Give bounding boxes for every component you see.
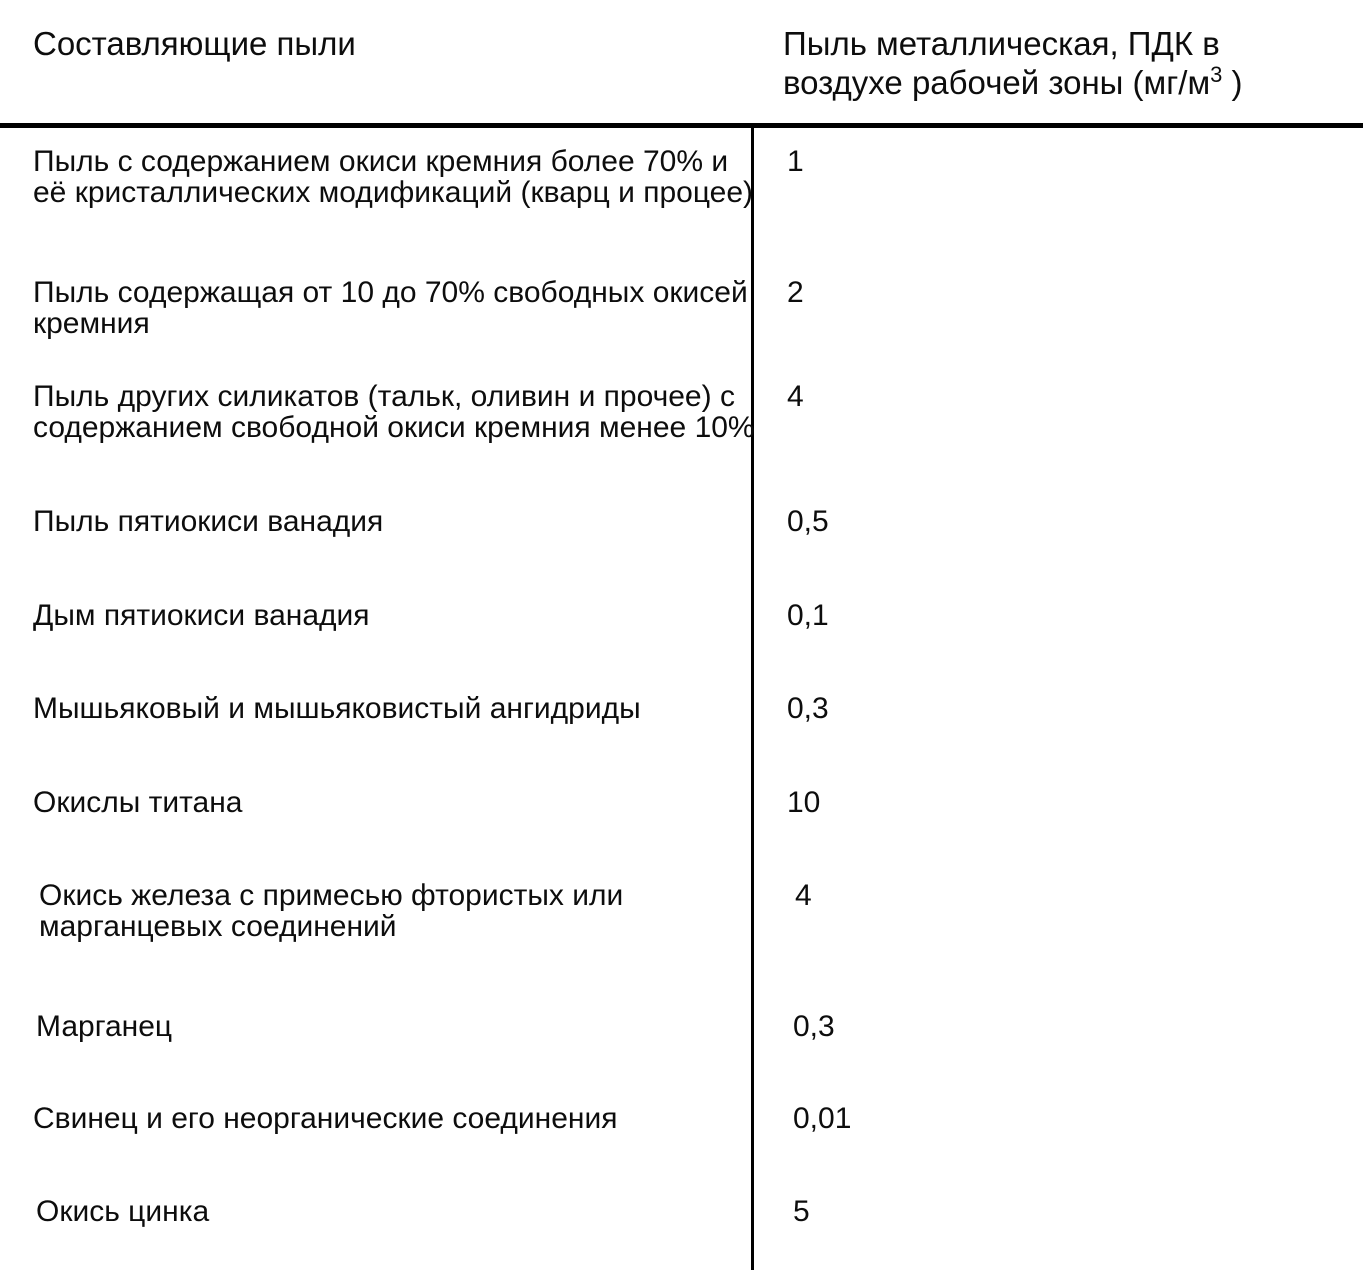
table-row xyxy=(0,600,1363,631)
component-cell: Пыль с содержанием окиси кремния более 70% и её кристаллических модификаций (кварц и процее) xyxy=(33,145,754,209)
component-cell: Окислы титана xyxy=(33,786,243,819)
table-row xyxy=(0,693,1363,724)
component-cell: Окись цинка xyxy=(36,1195,210,1228)
table-row xyxy=(0,146,1363,208)
table-row xyxy=(0,1196,1363,1227)
component-cell: Пыль других силикатов (тальк, оливин и прочее) с содержанием свободной окиси кремния менее 10% xyxy=(33,380,755,444)
column-header-pdk xyxy=(783,24,1243,106)
component-cell: Дым пятиокиси ванадия xyxy=(33,599,370,632)
value-cell: 5 xyxy=(793,1195,810,1228)
value-cell: 1 xyxy=(787,145,804,178)
component-cell: Окись железа с примесью фтористых или марганцевых соединений xyxy=(39,879,624,943)
column-header-pdk-line2: воздухе рабочей зоны ($мг/м^3$ ) xyxy=(783,62,1243,101)
component-cell: Пыль пятиокиси ванадия xyxy=(33,505,384,538)
value-cell: 0,01 xyxy=(793,1102,852,1135)
header-divider-line xyxy=(0,123,1363,128)
table-row xyxy=(0,381,1363,443)
column-header-pdk-line1: Пыль металлическая, ПДК в xyxy=(783,25,1220,62)
value-cell: 4 xyxy=(787,380,804,413)
value-cell: 2 xyxy=(787,276,804,309)
value-cell: 4 xyxy=(795,879,812,912)
component-cell: Марганец xyxy=(36,1010,173,1043)
table-row xyxy=(0,1011,1363,1042)
superscript-3: 3 xyxy=(1210,62,1223,87)
value-cell: 0,5 xyxy=(787,505,829,538)
table-row xyxy=(0,880,1363,942)
value-cell: 0,1 xyxy=(787,599,829,632)
component-cell: Свинец и его неорганические соединения xyxy=(33,1102,618,1135)
value-cell: 10 xyxy=(787,786,821,819)
value-cell: 0,3 xyxy=(787,692,829,725)
value-cell: 0,3 xyxy=(793,1010,835,1043)
component-cell: Мышьяковый и мышьяковистый ангидриды xyxy=(33,692,641,725)
table-row xyxy=(0,787,1363,818)
component-cell: Пыль содержащая от 10 до 70% свободных окисей кремния xyxy=(33,276,748,340)
table-row xyxy=(0,506,1363,537)
column-header-components: Составляющие пыли xyxy=(33,25,356,62)
table-row xyxy=(0,1103,1363,1134)
table-row xyxy=(0,277,1363,339)
